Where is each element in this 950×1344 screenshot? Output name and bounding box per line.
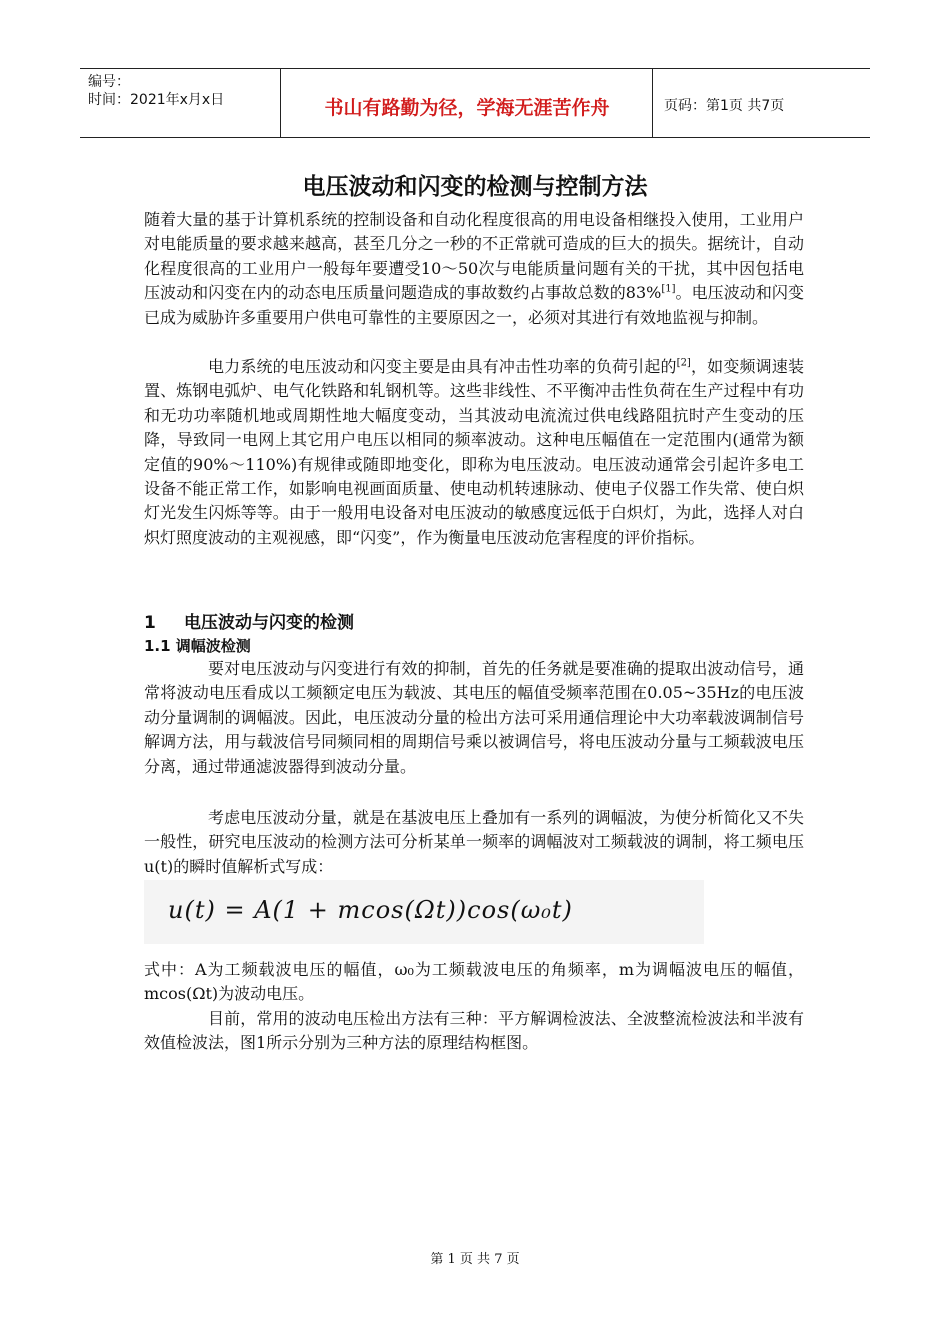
section-1-paragraph-1: 要对电压波动与闪变进行有效的抑制，首先的任务就是要准确的提取出波动信号，通常将波动电压看成以工频额定电压为载波、其电压的幅值受频率范围在0.05~35Hz的电压波动分量调制的调幅波。因此，电压波动分量的检出方法可采用通信理论中大功率载波调制信号解调方法，用与载波信号同频同相的周期信号乘以被调信号，将电压波动分量与工频载波电压分离，通过带通滤波器得到波动分量。 (144, 659, 804, 776)
intro-p1-text: 随着大量的基于计算机系统的控制设备和自动化程度很高的用电设备相继投入使用，工业用户对电能质量的要求越来越高，甚至几分之一秒的不正常就可造成的巨大的损失。据统计，自动化程度很高的工业用户一般每年要遭受10～50次与电能质量问题有关的干扰，其中因包括电压波动和闪变在内的动态电压质量问题造成的事故数约占事故总数的83% (144, 210, 804, 303)
header-meta (88, 73, 224, 109)
section-1-heading (144, 608, 354, 633)
section-1-paragraph-4: 目前，常用的波动电压检出方法有三种：平方解调检波法、全波整流检波法和半波有效值检波法，图1所示分别为三种方法的原理结构框图。 (144, 1009, 804, 1053)
reference-1: [1] (661, 283, 676, 295)
section-1-paragraph-2: 考虑电压波动分量，就是在基波电压上叠加有一系列的调幅波，为使分析简化又不失一般性，研究电压波动的检测方法可分析某单一频率的调幅波对工频载波的调制，将工频电压u(t)的瞬时值解析式写成： (144, 808, 804, 876)
header-divider (652, 69, 653, 137)
intro-paragraph-2 (144, 355, 804, 550)
intro-p1-tail: 。电压波动和闪变已成为威胁许多重要用户供电可靠性的主要原因之一，必须对其进行有效地监视与抑制。 (144, 283, 804, 327)
page-footer: 第 1 页 共 7 页 (430, 1252, 520, 1267)
modulation-formula (144, 880, 704, 944)
intro-p2-tail: ，如变频调速装置、炼钢电弧炉、电气化铁路和轧钢机等。这些非线性、不平衡冲击性负荷在生产过程中有功和无功功率随机地或周期性地大幅度变动，当其波动电流流过供电线路阻抗时产生变动的压降，导致同一电网上其它用户电压以相同的频率波动。这种电压幅值在一定范围内(通常为额定值的90%～110%)有规律或随即地变化，即称为电压波动。电压波动通常会引起许多电工设备不能正常工作，如影响电视画面质量、使电动机转速脉动、使电子仪器工作失常、使白炽灯光发生闪烁等等。由于一般用电设备对电压波动的敏感度远低于白炽灯，为此，选择人对白炽灯照度波动的主观视感，即“闪变”，作为衡量电压波动危害程度的评价指标。 (144, 357, 804, 547)
header-page-label: 页码：第1页 共7页 (664, 98, 785, 114)
section-1-paragraph-3: 式中：A为工频载波电压的幅值，ω₀为工频载波电压的角频率，m为调幅波电压的幅值，mcos(Ωt)为波动电压。 (144, 960, 804, 1004)
header-time-label: 时间：2021年x月x日 (88, 92, 225, 108)
header-divider (280, 69, 281, 137)
reference-2: [2] (676, 357, 691, 369)
formula-text: u(t) = A(1 + mcos(Ωt))cos(ω₀t) (168, 896, 573, 924)
intro-p2-text: 电力系统的电压波动和闪变主要是由具有冲击性功率的负荷引起的 (208, 357, 677, 376)
section-1-title: 电压波动与闪变的检测 (184, 613, 354, 633)
header-motto: 书山有路勤为径，学海无涯苦作舟 (324, 97, 610, 119)
document-title: 电压波动和闪变的检测与控制方法 (302, 174, 648, 200)
intro-paragraph-1 (144, 208, 804, 330)
section-1-number: 1 (144, 613, 156, 633)
subsection-1-1-heading: 1.1 调幅波检测 (144, 637, 251, 655)
header-number-label: 编号： (88, 74, 130, 90)
document-header (80, 68, 870, 138)
